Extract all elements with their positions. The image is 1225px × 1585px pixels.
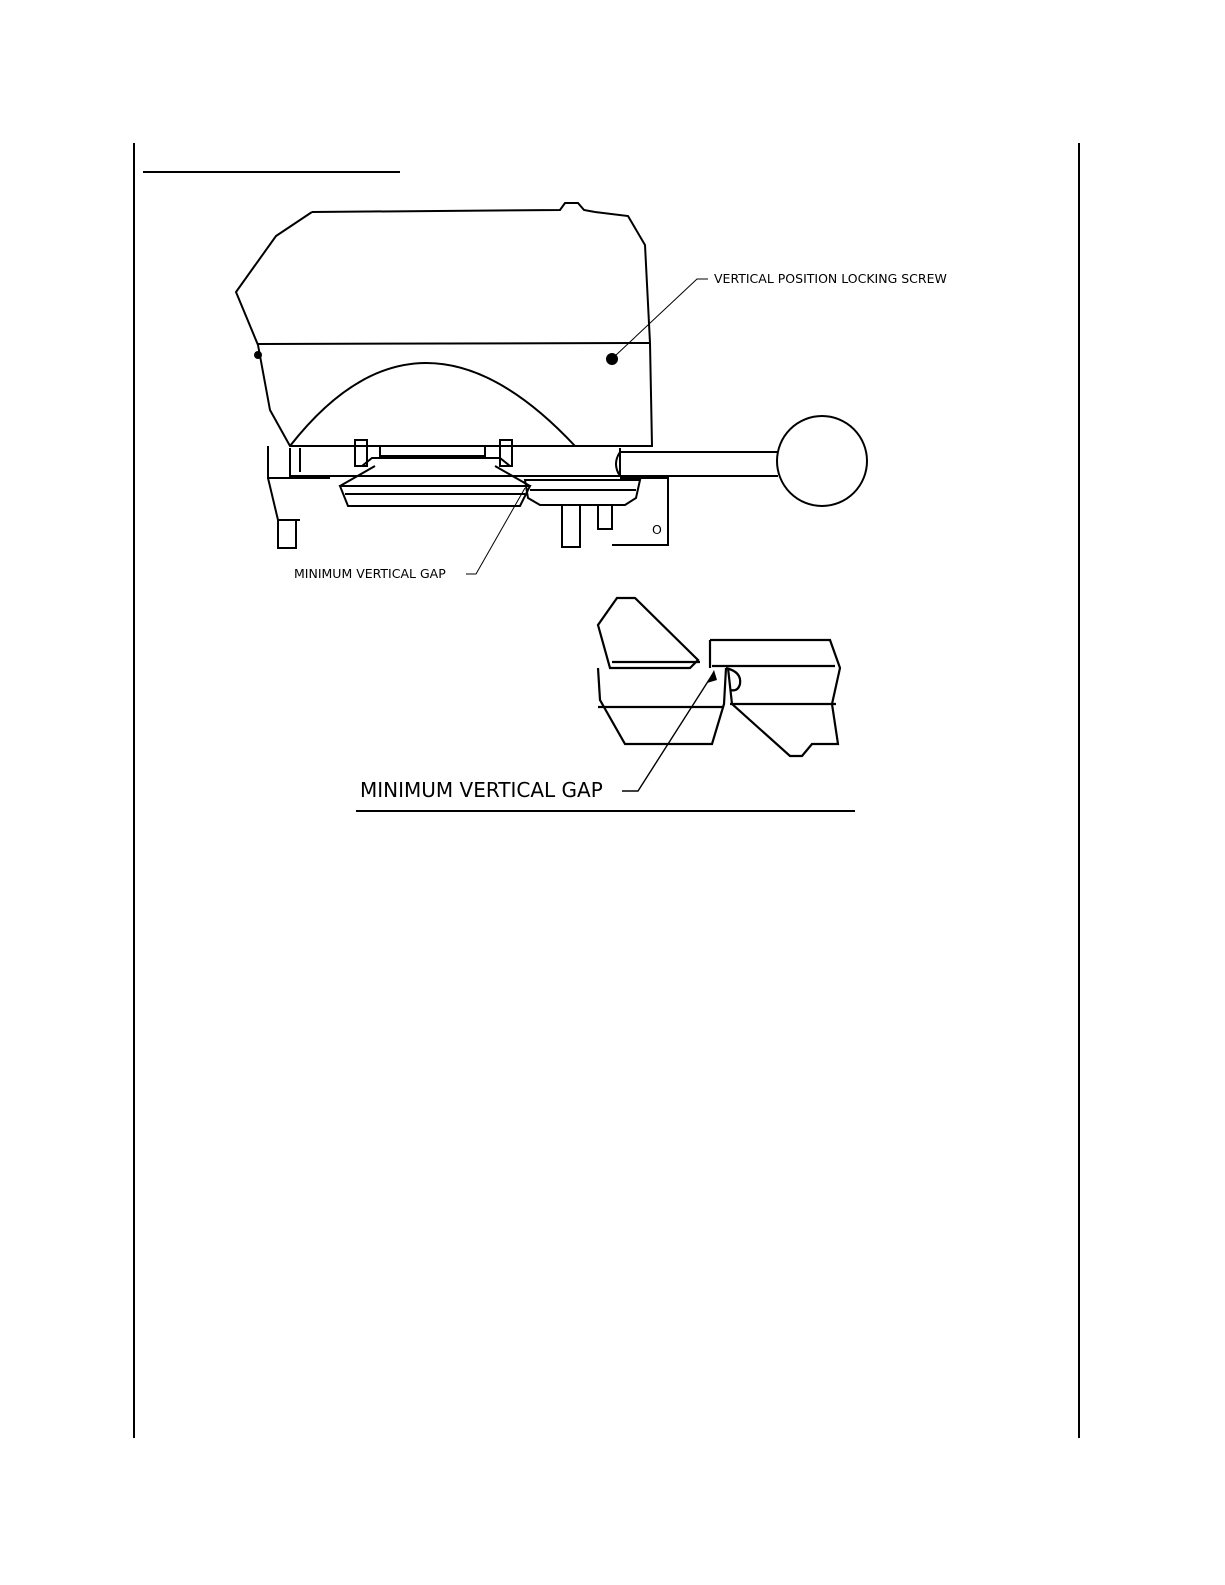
label-minimum-vertical-gap-main: MINIMUM VERTICAL GAP <box>294 566 446 581</box>
leader-minimum-gap-main <box>466 488 525 574</box>
gap-detail-view <box>598 598 840 756</box>
label-minimum-vertical-gap-detail: MINIMUM VERTICAL GAP <box>360 778 603 802</box>
label-vertical-position-locking-screw: VERTICAL POSITION LOCKING SCREW <box>714 271 947 286</box>
leader-minimum-gap-detail <box>622 672 714 791</box>
leader-arrowhead-detail <box>707 670 717 683</box>
leader-locking-screw <box>615 279 708 356</box>
detail-marker: O <box>652 522 662 537</box>
machine-side-view <box>236 203 867 548</box>
